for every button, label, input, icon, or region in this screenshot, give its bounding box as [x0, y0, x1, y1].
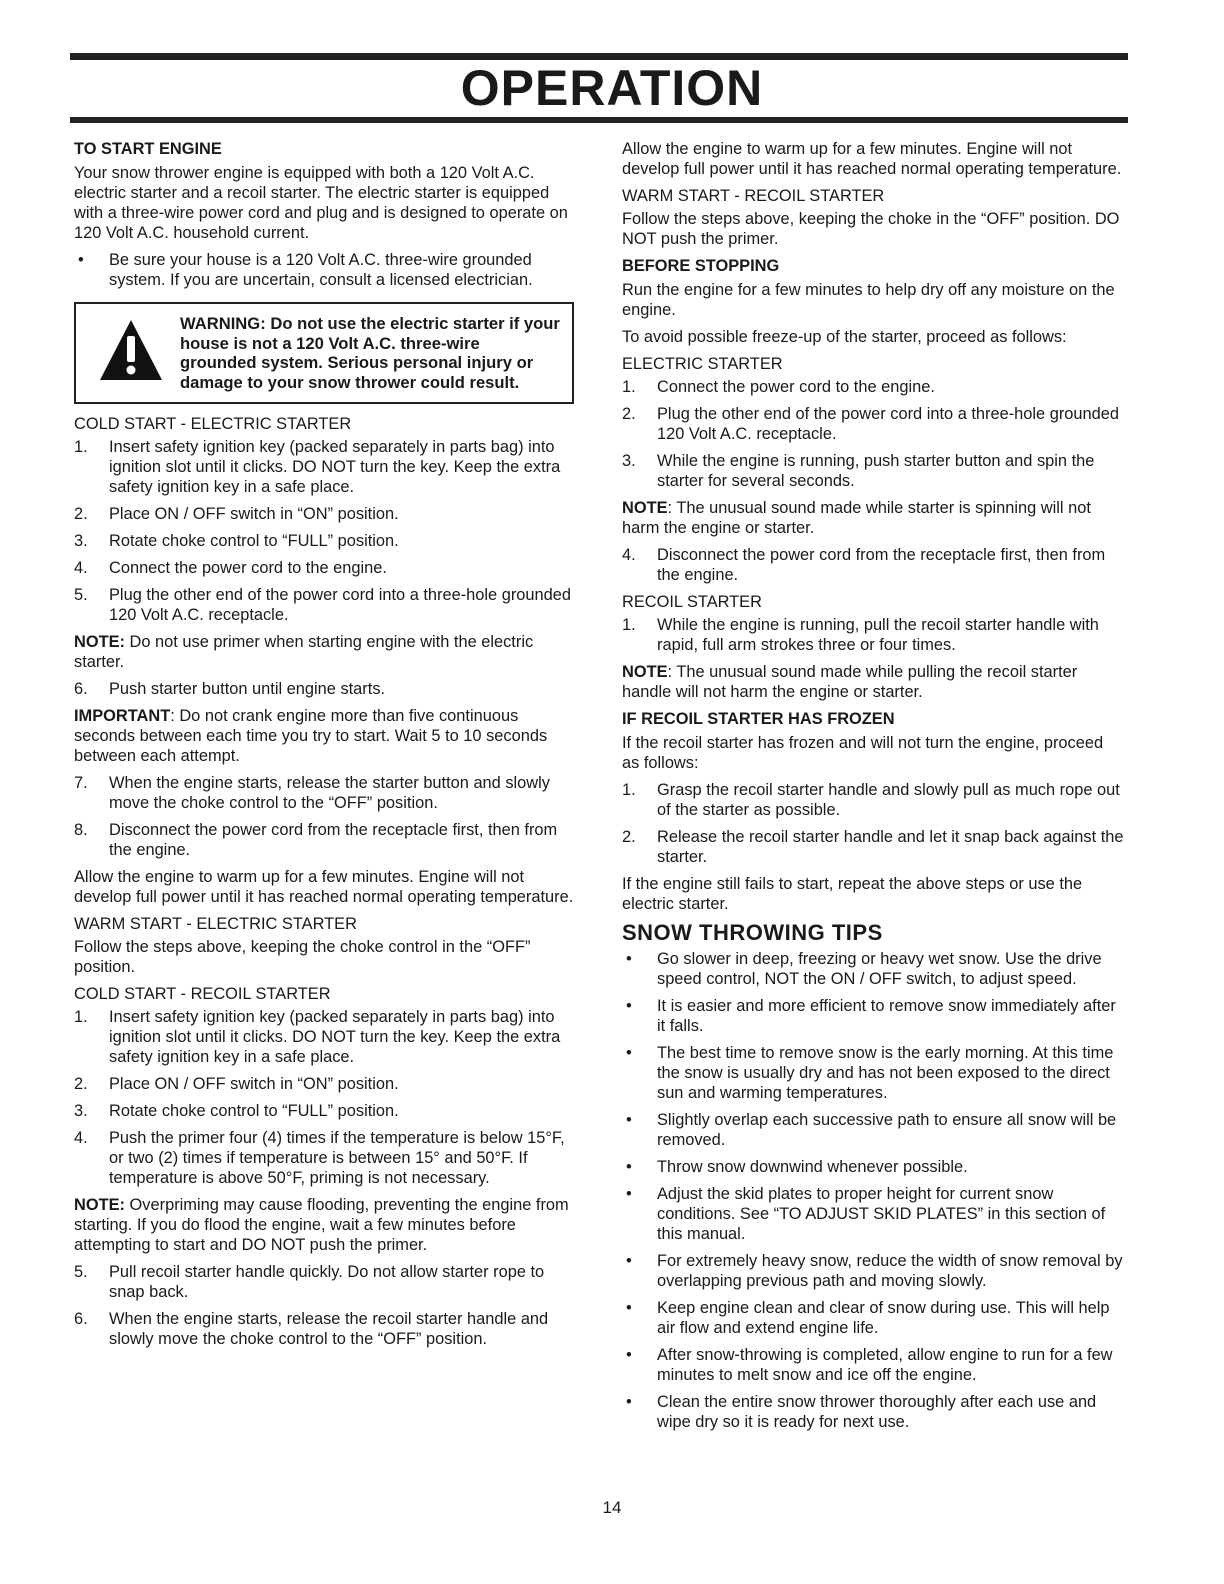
list-item: 1. Grasp the recoil starter handle and slowly pull as much rope out of the starter as possible.: [622, 781, 1120, 819]
note-overpriming: NOTE: Overpriming may cause flooding, preventing the engine from starting. If you do flood the engine, wait a few minutes before attempting to start and DO NOT push the primer.: [74, 1196, 569, 1254]
header-rule-top: [70, 53, 1128, 60]
list-item: • Be sure your house is a 120 Volt A.C. three-wire grounded system. If you are uncertain, consult a licensed electrician.: [78, 251, 533, 289]
list-item: • Slightly overlap each successive path to ensure all snow will be removed.: [626, 1111, 1117, 1149]
list-item: • Clean the entire snow thrower thoroughly after each use and wipe dry so it is ready for next use.: [626, 1393, 1097, 1431]
warm-electric-heading: WARM START - ELECTRIC STARTER: [74, 915, 357, 933]
cold-electric-steps: [74, 437, 574, 625]
electric-starter-heading: ELECTRIC STARTER: [622, 355, 783, 373]
list-item: 8. Disconnect the power cord from the receptacle first, then from the engine.: [74, 821, 558, 859]
list-item: 1. While the engine is running, pull the recoil starter handle with rapid, full arm strokes three or four times.: [622, 616, 1099, 654]
warm-up-text: Allow the engine to warm up for a few minutes. Engine will not develop full power until it has reached normal operating temperature.: [74, 868, 574, 906]
header-rule-bottom: [70, 117, 1128, 123]
list-item: 7. When the engine starts, release the starter button and slowly move the choke control to the “OFF” position.: [74, 774, 550, 812]
list-item: 4. Connect the power cord to the engine.: [74, 559, 387, 577]
list-item: 3. Rotate choke control to “FULL” position.: [74, 1102, 399, 1120]
list-item: • Go slower in deep, freezing or heavy wet snow. Use the drive speed control, NOT the ON / OFF switch, to adjust speed.: [626, 950, 1102, 988]
note-recoil: NOTE: The unusual sound made while pulling the recoil starter handle will not harm the engine or starter.: [622, 663, 1078, 701]
cold-recoil-steps-continued: [74, 1262, 574, 1349]
warning-text: WARNING: Do not use the electric starter if your house is not a 120 Volt A.C. three-wire grounded system. Serious personal injury or damage to your snow thrower could result.: [180, 314, 560, 392]
list-item: 2. Release the recoil starter handle and let it snap back against the starter.: [622, 828, 1124, 866]
list-item: 3. While the engine is running, push starter button and spin the starter for several seconds.: [622, 452, 1095, 490]
list-item: 4. Push the primer four (4) times if the temperature is below 15°F, or two (2) times if temperature is between 15° and 50°F. If temperature is above 50°F, priming is not necessary.: [74, 1129, 565, 1187]
warm-up-text-right: Allow the engine to warm up for a few minutes. Engine will not develop full power until it has reached normal operating temperature.: [622, 140, 1122, 178]
left-column: [74, 139, 574, 1356]
page-number: 14: [602, 1498, 622, 1517]
list-item: • Throw snow downwind whenever possible.: [626, 1158, 968, 1176]
list-item: • It is easier and more efficient to remove snow immediately after it falls.: [626, 997, 1116, 1035]
recoil-starter-heading: RECOIL STARTER: [622, 593, 762, 611]
list-item: • Keep engine clean and clear of snow during use. This will help air flow and extend engine life.: [626, 1299, 1110, 1337]
cold-electric-steps-continued: [74, 773, 574, 860]
list-item: 2. Place ON / OFF switch in “ON” position.: [74, 505, 399, 523]
frozen-text: If the recoil starter has frozen and will not turn the engine, proceed as follows:: [622, 734, 1104, 772]
list-item: 1. Connect the power cord to the engine.: [622, 378, 935, 396]
list-item: 4. Disconnect the power cord from the receptacle first, then from the engine.: [622, 546, 1106, 584]
frozen-steps: [622, 780, 1124, 867]
list-item: 3. Rotate choke control to “FULL” position.: [74, 532, 399, 550]
warm-electric-text: Follow the steps above, keeping the choke control in the “OFF” position.: [74, 938, 531, 976]
list-item: 6. Push starter button until engine starts.: [74, 680, 386, 698]
cold-recoil-heading: COLD START - RECOIL STARTER: [74, 985, 331, 1003]
warm-recoil-heading: WARM START - RECOIL STARTER: [622, 187, 885, 205]
frozen-after-text: If the engine still fails to start, repeat the above steps or use the electric starter.: [622, 875, 1083, 913]
list-item: 1. Insert safety ignition key (packed separately in parts bag) into ignition slot until it clicks. DO NOT turn the key. Keep the extra safety ignition key in a safe place.: [74, 438, 561, 496]
page-title: OPERATION: [460, 60, 764, 116]
list-item: 1. Insert safety ignition key (packed separately in parts bag) into ignition slot until it clicks. DO NOT turn the key. Keep the extra safety ignition key in a safe place.: [74, 1008, 561, 1066]
important-note: IMPORTANT: Do not crank engine more than five continuous seconds between each time you try to start. Wait 5 to 10 seconds between each attempt.: [74, 707, 548, 765]
warning-triangle-icon: [98, 318, 164, 382]
electric-starter-steps: [622, 377, 1124, 491]
list-item: • The best time to remove snow is the early morning. At this time the snow is usually dry and has not been exposed to the direct sun and warming temperatures.: [626, 1044, 1114, 1102]
list-item: • For extremely heavy snow, reduce the width of snow removal by overlapping previous path and moving slowly.: [626, 1252, 1123, 1290]
warning-box: [74, 302, 574, 404]
list-item: 5. Pull recoil starter handle quickly. Do not allow starter rope to snap back.: [74, 1263, 545, 1301]
warm-recoil-text: Follow the steps above, keeping the choke in the “OFF” position. DO NOT push the primer.: [622, 210, 1120, 248]
before-stopping-text: Run the engine for a few minutes to help dry off any moisture on the engine.: [622, 281, 1115, 319]
right-column: [622, 139, 1124, 1439]
start-engine-heading: TO START ENGINE: [74, 140, 222, 158]
start-intro: Your snow thrower engine is equipped with both a 120 Volt A.C. electric starter and a recoil starter. The electric starter is equipped with a three-wire power cord and plug and is designed to operate on 120 Volt A.C. household current.: [74, 164, 568, 242]
list-item: 2. Place ON / OFF switch in “ON” position.: [74, 1075, 399, 1093]
before-stopping-heading: BEFORE STOPPING: [622, 257, 780, 275]
snow-throwing-tips-heading: SNOW THROWING TIPS: [622, 920, 883, 945]
recoil-starter-steps: [622, 615, 1124, 655]
cold-electric-step-6: [74, 679, 574, 699]
start-bullets: [74, 250, 574, 290]
electric-starter-steps-continued: [622, 545, 1124, 585]
freeze-text: To avoid possible freeze-up of the starter, proceed as follows:: [622, 328, 1067, 346]
cold-electric-heading: COLD START - ELECTRIC STARTER: [74, 415, 352, 433]
frozen-heading: IF RECOIL STARTER HAS FROZEN: [622, 710, 895, 728]
list-item: 5. Plug the other end of the power cord into a three-hole grounded 120 Volt A.C. receptacle.: [74, 586, 571, 624]
cold-recoil-steps: [74, 1007, 574, 1188]
list-item: 6. When the engine starts, release the recoil starter handle and slowly move the choke control to the “OFF” position.: [74, 1310, 549, 1348]
list-item: • After snow-throwing is completed, allow engine to run for a few minutes to melt snow and ice off the engine.: [626, 1346, 1113, 1384]
list-item: 2. Plug the other end of the power cord into a three-hole grounded 120 Volt A.C. receptacle.: [622, 405, 1119, 443]
note-primer: NOTE: Do not use primer when starting engine with the electric starter.: [74, 633, 534, 671]
list-item: • Adjust the skid plates to proper height for current snow conditions. See “TO ADJUST SKID PLATES” in this section of this manual.: [626, 1185, 1106, 1243]
note-spinning: NOTE: The unusual sound made while starter is spinning will not harm the engine or starter.: [622, 499, 1091, 537]
snow-throwing-tips-list: [622, 949, 1124, 1432]
